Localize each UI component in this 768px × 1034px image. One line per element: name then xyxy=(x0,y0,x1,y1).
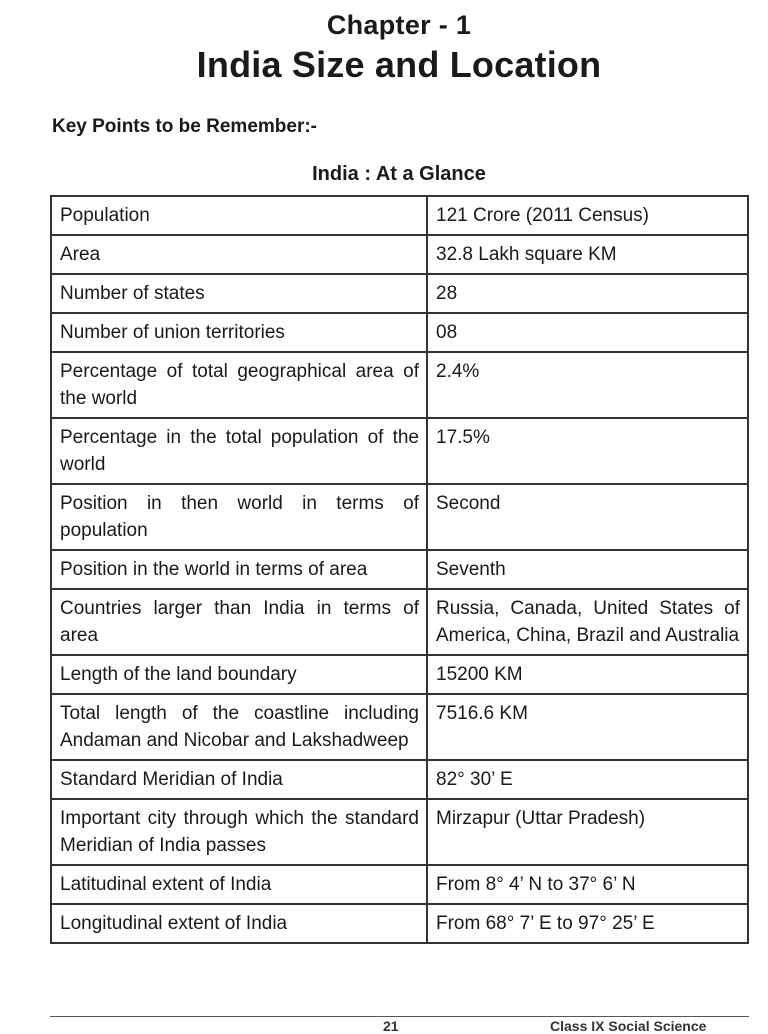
chapter-number: Chapter - 1 xyxy=(326,10,472,40)
row-label: Number of union territories xyxy=(51,313,427,352)
row-value: From 8° 4’ N to 37° 6’ N xyxy=(427,865,748,904)
table-row xyxy=(51,904,748,943)
page-number: 21 xyxy=(383,1018,399,1034)
table-row xyxy=(51,865,748,904)
table-row xyxy=(51,550,748,589)
table-row xyxy=(51,274,748,313)
row-value: 28 xyxy=(427,274,748,313)
row-value: 121 Crore (2011 Census) xyxy=(427,196,748,235)
table-row xyxy=(51,352,748,418)
row-value: Second xyxy=(427,484,748,550)
table-row xyxy=(51,760,748,799)
row-label: Percentage of total geographical area of the world xyxy=(51,352,427,418)
table-caption: India : At a Glance xyxy=(312,163,486,185)
table-row xyxy=(51,799,748,865)
row-label: Total length of the coastline including Andaman and Nicobar and Lakshadweep xyxy=(51,694,427,760)
key-points-heading: Key Points to be Remember:- xyxy=(52,116,317,137)
footer-divider xyxy=(50,1016,749,1017)
row-label: Area xyxy=(51,235,427,274)
row-value: 32.8 Lakh square KM xyxy=(427,235,748,274)
footer-class-subject: Class IX Social Science xyxy=(550,1018,707,1034)
table-row xyxy=(51,655,748,694)
table-row xyxy=(51,235,748,274)
table-row xyxy=(51,484,748,550)
row-value: 15200 KM xyxy=(427,655,748,694)
table-row xyxy=(51,313,748,352)
row-value: 17.5% xyxy=(427,418,748,484)
row-value: 82° 30’ E xyxy=(427,760,748,799)
row-label: Number of states xyxy=(51,274,427,313)
row-label: Position in then world in terms of population xyxy=(51,484,427,550)
row-value: Mirzapur (Uttar Pradesh) xyxy=(427,799,748,865)
row-value: 08 xyxy=(427,313,748,352)
table-row xyxy=(51,589,748,655)
row-label: Important city through which the standard Meridian of India passes xyxy=(51,799,427,865)
row-label: Latitudinal extent of India xyxy=(51,865,427,904)
table-row xyxy=(51,196,748,235)
table-row xyxy=(51,418,748,484)
row-label: Position in the world in terms of area xyxy=(51,550,427,589)
row-label: Percentage in the total population of the world xyxy=(51,418,427,484)
row-label: Standard Meridian of India xyxy=(51,760,427,799)
row-label: Population xyxy=(51,196,427,235)
row-value: Seventh xyxy=(427,550,748,589)
row-label: Countries larger than India in terms of area xyxy=(51,589,427,655)
row-value: From 68° 7’ E to 97° 25’ E xyxy=(427,904,748,943)
table-row xyxy=(51,694,748,760)
row-value: 2.4% xyxy=(427,352,748,418)
india-at-a-glance-table xyxy=(50,195,749,944)
row-label: Longitudinal extent of India xyxy=(51,904,427,943)
row-value: Russia, Canada, United States of America, China, Brazil and Australia xyxy=(427,589,748,655)
row-label: Length of the land boundary xyxy=(51,655,427,694)
page-title: India Size and Location xyxy=(196,44,602,85)
row-value: 7516.6 KM xyxy=(427,694,748,760)
